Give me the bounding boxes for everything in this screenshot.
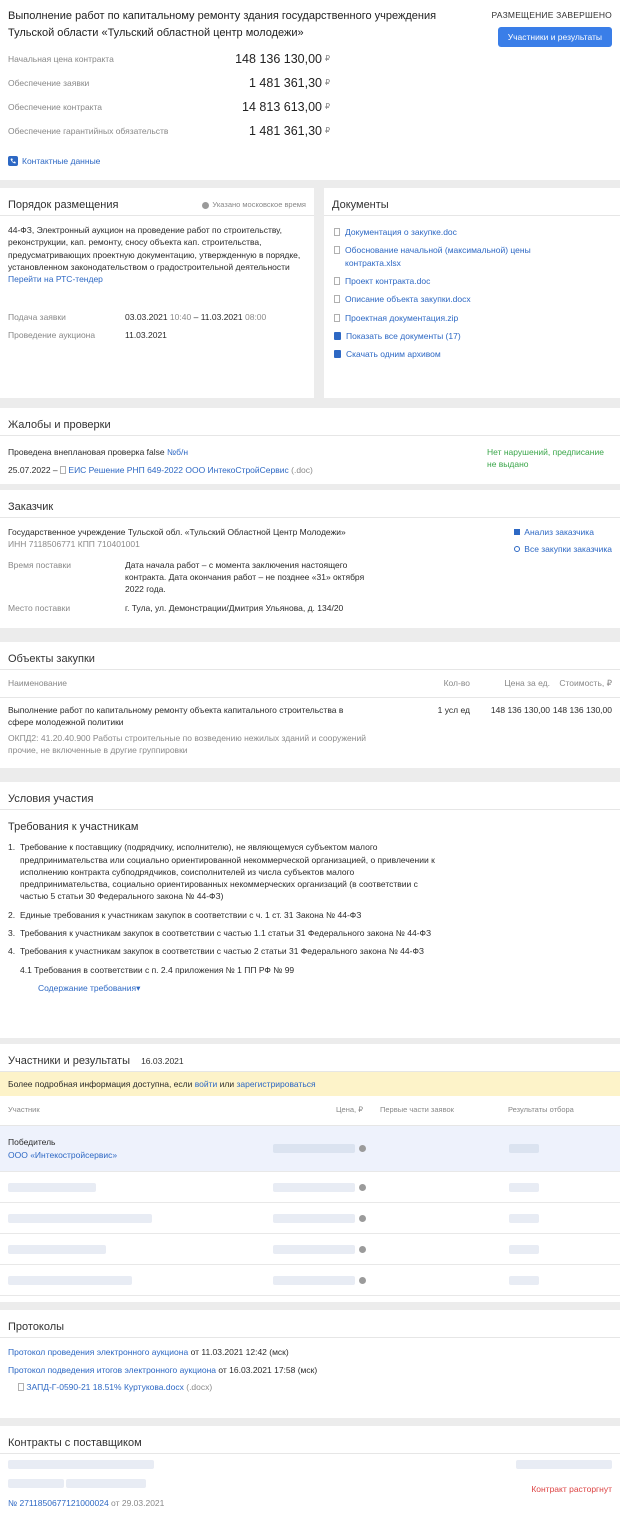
clock-icon [202, 202, 209, 209]
hidden-participant [8, 1245, 106, 1254]
protocols-title: Протоколы [0, 1310, 620, 1338]
winner-name-link[interactable]: ООО «Интекостройсервис» [8, 1149, 118, 1160]
col-qty: Кол-во [443, 678, 470, 689]
objects-table-header [0, 670, 620, 698]
participants-header [0, 1044, 620, 1072]
delivery-time-label: Время поставки [8, 559, 72, 570]
hidden-contract-detail [66, 1479, 146, 1488]
auction-label: Проведение аукциона [8, 329, 96, 340]
notice-text: Более подробная информация доступна, если [8, 1079, 193, 1090]
hidden-price [273, 1214, 355, 1223]
requirement-sub-item: 4.1 Требования в соответствии с п. 2.4 приложения № 1 ПП РФ № 99 [20, 964, 295, 975]
documents-title: Документы [324, 188, 620, 216]
file-icon [334, 228, 340, 236]
hidden-price [273, 1245, 355, 1254]
check-document-link[interactable]: ЕИС Решение РНП 649-2022 ООО ИнтекоСтройСервис [68, 465, 289, 476]
customer-inn-kpp: ИНН 7118506771 КПП 710401001 [8, 539, 140, 550]
participant-row [0, 1172, 620, 1203]
chart-icon [514, 529, 520, 535]
col-cost: Стоимость, ₽ [559, 678, 612, 689]
complaints-title: Жалобы и проверки [0, 408, 620, 436]
submit-to-date: 11.03.2021 [200, 311, 243, 322]
info-icon [359, 1277, 366, 1284]
customer-title: Заказчик [0, 490, 620, 518]
submit-to-time: 08:00 [244, 311, 267, 322]
info-icon [359, 1184, 366, 1191]
file-icon [334, 314, 340, 322]
contract-status: Контракт расторгнут [531, 1483, 612, 1494]
notice-or: или [219, 1079, 235, 1090]
requirement-item [8, 909, 612, 921]
placement-header [0, 188, 314, 216]
status-badge: РАЗМЕЩЕНИЕ ЗАВЕРШЕНО [491, 10, 612, 20]
purchase-title: Выполнение работ по капитальному ремонту здания государственного учреждения Тульской области «Тульский областной центр молодежи» [8, 10, 437, 39]
check-date: 25.07.2022 [8, 465, 51, 476]
protocol-date: от 16.03.2021 17:58 (мск) [218, 1364, 318, 1375]
participant-row [0, 1203, 620, 1234]
winner-row [0, 1126, 620, 1172]
requirement-number: 4. [8, 946, 16, 957]
hidden-contract-detail [8, 1479, 64, 1488]
dash: – [52, 465, 58, 476]
contracts-card [0, 1426, 620, 1520]
col-first-parts: Первые части заявок [380, 1105, 454, 1115]
auction-row [8, 329, 306, 341]
hidden-participant [8, 1214, 152, 1223]
protocol-link[interactable]: Протокол подведения итогов электронного аукциона [8, 1364, 217, 1375]
contracts-title: Контракты с поставщиком [0, 1426, 620, 1454]
objects-table-row [0, 698, 620, 762]
requirement-text: Требования к участникам закупок в соответствии с частью 2 статьи 31 Федерального закона № 44-ФЗ [20, 946, 425, 957]
participants-table-header [0, 1096, 620, 1126]
document-link[interactable]: Проект контракта.doc [345, 275, 431, 286]
col-participant: Участник [8, 1105, 40, 1115]
protocols-card [0, 1310, 620, 1418]
participant-row [0, 1234, 620, 1265]
objects-title: Объекты закупки [0, 642, 620, 670]
delivery-time-value: Дата начала работ – с момента заключения настоящего контракта. Дата окончания работ – не позднее «31» октября 2022 года. [125, 559, 365, 595]
finance-value: 148 136 130,00 [235, 51, 322, 66]
delivery-place-row [8, 602, 612, 614]
currency-sign: ₽ [325, 102, 331, 112]
show-all-docs[interactable] [334, 330, 612, 342]
requirement-item [8, 927, 612, 939]
conditions-card [0, 782, 620, 1038]
col-name: Наименование [8, 678, 67, 689]
document-item[interactable] [334, 244, 612, 269]
rts-tender-link[interactable]: Перейти на РТС-тендер [8, 274, 103, 285]
col-price: Цена, ₽ [336, 1105, 363, 1115]
documents-card [324, 188, 620, 398]
customer-analysis-link[interactable]: Анализ заказчика [524, 527, 594, 537]
results-button[interactable]: Участники и результаты [498, 27, 612, 47]
login-notice [0, 1072, 620, 1096]
requirement-number: 3. [8, 928, 16, 939]
archive-icon [334, 350, 341, 358]
doc-extension: (.doc) [291, 465, 313, 476]
participants-card [0, 1044, 620, 1302]
contract-date: от 29.03.2021 [111, 1497, 165, 1508]
requirement-number: 2. [8, 909, 16, 920]
protocol-date: от 11.03.2021 12:42 (мск) [190, 1347, 289, 1358]
hidden-result [509, 1183, 539, 1192]
finance-value: 1 481 361,30 [249, 123, 322, 138]
customer-card [0, 490, 620, 628]
submit-row [8, 311, 306, 323]
document-link[interactable]: Проектная документация.zip [345, 312, 459, 323]
finance-label: Обеспечение гарантийных обязательств [8, 125, 169, 136]
finance-label: Начальная цена контракта [8, 53, 114, 64]
requirement-text: Требование к поставщику (подрядчику, исполнителю), не являющемуся субъектом малого предпринимательства или социально ориентированной некоммерческой организацией, о привлечении к исполнению контракта субподрядчиков, соисполнителей из числа субъектов малого предпринимательства, социально ориентированных некоммерческих организаций (в соответствии с частью 5 статьи 30 Федерального закона № 44-ФЗ) [20, 842, 435, 902]
check-text: Проведена внеплановая проверка false [8, 447, 165, 457]
document-link[interactable]: Описание объекта закупки.docx [345, 294, 471, 305]
documents-icon [334, 332, 341, 340]
customer-purchases[interactable] [514, 543, 612, 555]
placement-documents-row [0, 188, 620, 398]
object-price: 148 136 130,00 [490, 705, 550, 715]
hidden-contract-sum [516, 1460, 612, 1469]
hidden-result [509, 1245, 539, 1254]
document-item[interactable] [334, 293, 612, 305]
file-icon [334, 295, 340, 303]
currency-sign: ₽ [325, 126, 331, 136]
protocol-link[interactable]: Протокол проведения электронного аукциона [8, 1347, 189, 1358]
document-item[interactable] [334, 275, 612, 287]
complaints-card [0, 408, 620, 484]
document-link[interactable]: Документация о закупке.doc [345, 227, 457, 237]
delivery-place-label: Место поставки [8, 602, 71, 613]
protocol-file-link[interactable]: ЗАПД-Г-0590-21 18.51% Куртукова.docx [26, 1381, 184, 1392]
placement-title: Порядок размещения [8, 199, 119, 211]
document-item[interactable] [334, 226, 612, 238]
hidden-result [509, 1214, 539, 1223]
download-archive-link[interactable]: Скачать одним архивом [346, 349, 441, 360]
auction-date: 11.03.2021 [125, 329, 167, 340]
finance-row [8, 47, 612, 71]
requirement-number: 1. [8, 842, 16, 853]
placement-card [0, 188, 314, 398]
hidden-participant [8, 1276, 132, 1285]
timezone-note [202, 198, 306, 211]
requirement-item [8, 945, 612, 957]
finance-label: Обеспечение контракта [8, 101, 103, 112]
document-item[interactable] [334, 312, 612, 324]
delivery-time-row [8, 559, 612, 596]
contacts-link[interactable]: Контактные данные [22, 156, 101, 166]
hidden-contract-name [8, 1460, 154, 1469]
file-extension: (.docx) [186, 1381, 213, 1392]
show-all-documents-link[interactable]: Показать все документы (17) [346, 330, 461, 341]
date-separator: – [193, 311, 199, 322]
register-link[interactable]: зарегистрироваться [236, 1079, 316, 1090]
file-icon [60, 466, 66, 474]
requirements-subtitle: Требования к участникам [8, 821, 139, 834]
hidden-result [509, 1276, 539, 1285]
hidden-result [509, 1144, 539, 1153]
info-icon [359, 1145, 366, 1152]
info-icon [359, 1246, 366, 1253]
finance-value: 1 481 361,30 [249, 75, 322, 90]
requirement-item [8, 841, 612, 903]
delivery-place-value: г. Тула, ул. Демонстрации/Дмитрия Ульянова, д. 134/20 [125, 602, 344, 613]
currency-sign: ₽ [325, 78, 331, 88]
object-qty: 1 усл ед [437, 705, 470, 715]
submit-from-date: 03.03.2021 [125, 311, 168, 322]
participants-date: 16.03.2021 [141, 1056, 184, 1067]
requirement-toggle-link[interactable]: Содержание требования [38, 983, 137, 993]
requirement-text: Требования к участникам закупок в соответствии с частью 1.1 статьи 31 Федерального закона № 44-ФЗ [20, 928, 432, 939]
requirement-toggle[interactable] [8, 982, 612, 994]
object-cost: 148 136 130,00 [552, 705, 612, 715]
file-icon [18, 1383, 24, 1391]
finance-row [8, 71, 612, 95]
contract-number-link[interactable]: № 2711850677121000024 [8, 1497, 109, 1508]
col-results: Результаты отбора [508, 1105, 574, 1115]
protocol-item [8, 1364, 612, 1376]
requirements-list [8, 841, 612, 958]
submit-label: Подача заявки [8, 311, 66, 322]
protocol-item [8, 1346, 612, 1358]
objects-card [0, 642, 620, 768]
check-number-link[interactable]: №б/н [167, 447, 189, 457]
object-okpd: ОКПД2: 41.20.40.900 Работы строительные по возведению нежилых зданий и сооружений прочие, не включенные в другие группировки [8, 732, 366, 755]
finance-value: 14 813 613,00 [242, 99, 322, 114]
chevron-down-icon[interactable]: ▾ [136, 983, 141, 993]
requirement-text: Единые требования к участникам закупок в соответствии с ч. 1 ст. 31 Закона № 44-ФЗ [20, 909, 362, 920]
hidden-price [273, 1144, 355, 1153]
login-link[interactable]: войти [194, 1079, 218, 1090]
customer-name: Государственное учреждение Тульской обл. «Тульский Областной Центр Молодежи» [8, 527, 346, 537]
col-price: Цена за ед. [504, 678, 550, 689]
download-archive[interactable] [334, 348, 612, 360]
placement-description: 44-ФЗ, Электронный аукцион на проведение работ по строительству, реконструкции, кап. ремонту, сносу объекта кап. строительства, предусматривающих проектную документацию, утвержденную в порядке, установленном законодательством о градостроительной деятельности [8, 225, 301, 272]
participants-title: Участники и результаты [8, 1055, 131, 1068]
currency-sign: ₽ [325, 54, 331, 64]
conditions-title: Условия участия [0, 782, 620, 810]
participant-row [0, 1265, 620, 1296]
finance-row [8, 119, 612, 143]
phone-icon [8, 156, 18, 166]
file-icon [334, 246, 340, 254]
finance-label: Обеспечение заявки [8, 77, 90, 88]
document-link[interactable]: Обоснование начальной (максимальной) цены контракта.xlsx [345, 245, 531, 268]
timezone-text: Указано московское время [212, 200, 306, 209]
purchase-header [0, 0, 620, 180]
winner-label: Победитель [8, 1137, 56, 1148]
search-icon [514, 546, 520, 552]
check-result: Нет нарушений, предписание не выдано [487, 447, 604, 470]
finance-row [8, 95, 612, 119]
protocol-file [8, 1381, 612, 1393]
customer-purchases-link[interactable]: Все закупки заказчика [524, 544, 612, 555]
customer-analysis[interactable] [514, 526, 612, 538]
hidden-price [273, 1183, 355, 1192]
submit-from-time: 10:40 [169, 311, 192, 322]
object-name: Выполнение работ по капитальному ремонту объекта капитального строительства в сфере молодежной политики [8, 705, 344, 728]
file-icon [334, 277, 340, 285]
hidden-participant [8, 1183, 96, 1192]
hidden-price [273, 1276, 355, 1285]
info-icon [359, 1215, 366, 1222]
contacts-link-row[interactable] [8, 155, 612, 167]
